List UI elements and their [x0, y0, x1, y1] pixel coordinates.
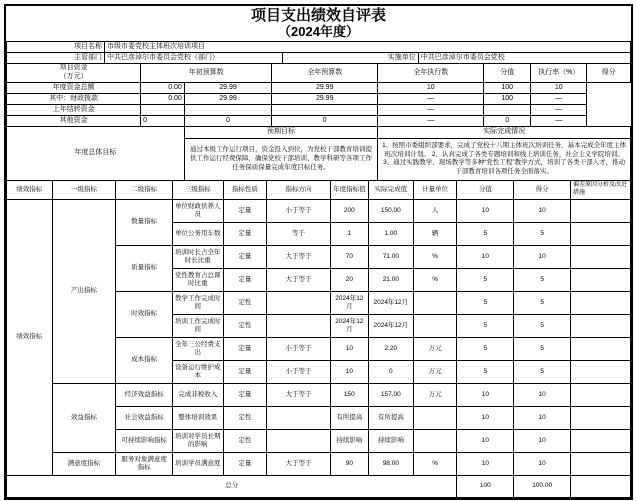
indicator-unit: [413, 429, 457, 452]
indicator-target-value: 10: [330, 337, 368, 360]
funding-row: [7, 104, 631, 115]
level3-indicator: 设备运行维护成本: [172, 360, 223, 383]
indicator-nature: 定量: [223, 199, 267, 222]
indicator-unit: %: [413, 452, 457, 475]
indicators-header-8: 计量单位: [413, 180, 457, 199]
indicator-nature: 定量: [223, 222, 267, 245]
indicator-score: 5: [514, 222, 571, 245]
indicator-score: 5: [514, 268, 571, 291]
indicator-unit: 万元: [413, 360, 457, 383]
indicator-remark: [571, 314, 631, 337]
indicator-unit: %: [413, 245, 457, 268]
expected-goal-header: 预期目标: [184, 126, 377, 138]
funding-row: [7, 93, 631, 104]
indicator-direction: 小于等于: [267, 337, 331, 360]
funding-row-label: 上年结转资金: [7, 104, 141, 115]
funding-row: [7, 82, 631, 93]
level2-indicator: 成本指标: [116, 337, 173, 383]
level2-indicator: 时效指标: [116, 291, 173, 337]
form-year: （2024年度）: [278, 23, 359, 39]
indicator-score: 10: [514, 245, 571, 268]
level3-indicator: 党性教育占总课时比重: [172, 268, 223, 291]
indicator-direction: 小于等于: [267, 199, 331, 222]
indicators-header-11: 偏差原因分析及改进措施: [571, 180, 631, 199]
funding-value: 0: [272, 115, 378, 126]
level3-indicator: 全年三公经费支出: [172, 337, 223, 360]
funding-value: 100: [484, 93, 531, 104]
indicator-direction: 大于等于: [267, 245, 331, 268]
indicator-actual-value: 150.00: [368, 199, 413, 222]
funding-col-annual-budget: 全年预算数: [272, 64, 378, 83]
indicator-actual-value: 2024年12月: [368, 314, 413, 337]
funding-value: 29.99: [184, 93, 271, 104]
indicator-direction: 等于: [267, 222, 331, 245]
indicator-nature: 定性: [223, 406, 267, 429]
level1-indicator: 产出指标: [52, 199, 116, 383]
indicators-header-1: 一级指标: [52, 180, 116, 199]
indicator-points: 10: [457, 245, 514, 268]
indicator-nature: 定量: [223, 268, 267, 291]
form-header: [6, 6, 631, 42]
dept-value: 中共巴彦淖尔市委员会党校（部门）: [104, 53, 282, 64]
level3-indicator: 教学工作完成时间: [172, 291, 223, 314]
funding-value: [141, 104, 185, 115]
indicator-direction: [267, 291, 331, 314]
indicator-actual-value: 0: [368, 360, 413, 383]
indicator-actual-value: 21.00: [368, 268, 413, 291]
project-name-row: [7, 42, 631, 53]
indicator-nature: 定性: [223, 314, 267, 337]
indicator-nature: 定量: [223, 337, 267, 360]
form-title: 项目支出绩效自评表: [250, 7, 386, 24]
funding-value: —: [378, 115, 484, 126]
indicator-remark: [571, 406, 631, 429]
indicator-points: 5: [457, 222, 514, 245]
level2-indicator: 服务对象满意度指标: [116, 452, 173, 475]
indicator-row: [7, 383, 631, 406]
indicator-section-label: 绩效指标: [7, 199, 53, 475]
indicator-remark: [571, 199, 631, 222]
indicator-unit: [413, 406, 457, 429]
indicator-remark: [571, 268, 631, 291]
indicator-target-value: 150: [330, 383, 368, 406]
indicator-row: [7, 199, 631, 222]
funding-value: 10: [531, 82, 587, 93]
indicator-actual-value: 有所提高: [368, 406, 413, 429]
indicator-nature: 定性: [223, 291, 267, 314]
indicator-unit: 人: [413, 199, 457, 222]
indicators-header-4: 指标性质: [223, 180, 267, 199]
indicator-remark: [571, 360, 631, 383]
indicator-target-value: 70: [330, 245, 368, 268]
indicator-remark: [571, 452, 631, 475]
goals-header-row: [7, 126, 631, 138]
indicator-actual-value: 98.00: [368, 452, 413, 475]
indicator-points: 10: [457, 199, 514, 222]
indicator-unit: [413, 314, 457, 337]
level2-indicator: 社会效益指标: [116, 406, 173, 429]
funding-value: [484, 104, 531, 115]
funding-value: [184, 104, 271, 115]
funding-value: —: [378, 104, 484, 115]
annual-goals-table: [6, 126, 631, 181]
indicator-unit: 万元: [413, 383, 457, 406]
indicator-target-value: 2024年12月: [330, 291, 368, 314]
level2-indicator: 可持续影响指标: [116, 429, 173, 452]
total-score: 100.00: [514, 475, 571, 497]
indicator-nature: 定性: [223, 429, 267, 452]
indicator-unit: %: [413, 268, 457, 291]
level3-indicator: 整体培训效果: [172, 406, 223, 429]
indicator-remark: [571, 222, 631, 245]
funding-col-points: 分值: [484, 64, 531, 83]
indicator-row: [7, 452, 631, 475]
indicator-remark: [571, 245, 631, 268]
indicator-actual-value: 157.00: [368, 383, 413, 406]
indicators-header-0: 绩效指标: [7, 180, 53, 199]
indicator-direction: [267, 314, 331, 337]
funding-label-line2: （万元）: [59, 73, 88, 81]
funding-col-annual-execution: 全年执行数: [378, 64, 484, 83]
indicators-header-3: 三级指标: [172, 180, 223, 199]
indicator-target-value: 90: [330, 452, 368, 475]
indicator-points: 10: [457, 406, 514, 429]
indicator-actual-value: 1.00: [368, 222, 413, 245]
funding-value: 0.00: [141, 93, 185, 104]
project-name-label: 项目名称: [7, 42, 105, 53]
indicators-header-2: 二级指标: [116, 180, 173, 199]
level2-indicator: 质量指标: [116, 245, 173, 291]
level2-indicator: 经济效益指标: [116, 383, 173, 406]
funding-value: 29.99: [272, 82, 378, 93]
total-score-row: [7, 475, 631, 497]
indicator-actual-value: 持续影响: [368, 429, 413, 452]
indicator-score: 10: [514, 429, 571, 452]
indicator-unit: 万元: [413, 337, 457, 360]
project-info-table: [6, 41, 631, 64]
indicator-points: 5: [457, 268, 514, 291]
indicators-header-6: 年度指标值: [330, 180, 368, 199]
indicator-target-value: 有所提高: [330, 406, 368, 429]
indicator-direction: 小于等于: [267, 360, 331, 383]
indicator-points: 5: [457, 360, 514, 383]
performance-indicators-table: [6, 180, 631, 498]
indicator-points: 5: [457, 314, 514, 337]
indicator-points: 10: [457, 452, 514, 475]
funding-label-line1: 项目资金: [59, 64, 88, 72]
indicator-score: 10: [514, 383, 571, 406]
indicator-score: 5: [514, 314, 571, 337]
indicator-target-value: 200: [330, 199, 368, 222]
funding-value: 100: [484, 82, 531, 93]
total-points: 100: [457, 475, 514, 497]
indicator-remark: [571, 383, 631, 406]
indicator-target-value: 10: [330, 360, 368, 383]
total-label: 总分: [7, 475, 457, 497]
indicator-direction: [267, 429, 331, 452]
funding-col-execution-rate: 执行率（%）: [531, 64, 587, 83]
indicators-header-9: 分值: [457, 180, 514, 199]
indicator-actual-value: 2024年12月: [368, 291, 413, 314]
level3-indicator: 完成非税收入: [172, 383, 223, 406]
funding-row-label: 其他资金: [7, 115, 141, 126]
indicator-points: 5: [457, 291, 514, 314]
indicator-score: 10: [514, 199, 571, 222]
funding-value: [272, 104, 378, 115]
indicator-remark: [571, 337, 631, 360]
funding-value: —: [531, 115, 587, 126]
indicator-unit: [413, 291, 457, 314]
level3-indicator: 培训工作完成时间: [172, 314, 223, 337]
indicator-target-value: 1: [330, 222, 368, 245]
level1-indicator: 满意度指标: [52, 452, 116, 475]
project-name-value: 市级市委党校主体班次培训项目: [104, 42, 630, 53]
indicators-header-5: 指标方向: [267, 180, 331, 199]
indicator-actual-value: 71.00: [368, 245, 413, 268]
project-funding-table: [6, 63, 631, 127]
indicators-header-10: 得分: [514, 180, 571, 199]
indicator-nature: 定量: [223, 245, 267, 268]
indicator-actual-value: 2.20: [368, 337, 413, 360]
indicator-remark: [571, 429, 631, 452]
indicator-target-value: 持续影响: [330, 429, 368, 452]
indicator-score: 10: [514, 406, 571, 429]
total-remark: [571, 475, 631, 497]
level1-indicator: 效益指标: [52, 383, 116, 452]
funding-section-label: [7, 64, 141, 83]
funding-header-row: [7, 64, 631, 83]
indicators-header-7: 实际完成值: [368, 180, 413, 199]
funding-value: 10: [378, 82, 484, 93]
funding-value: —: [531, 93, 587, 104]
indicator-score: 10: [514, 452, 571, 475]
expected-goal-text: 通过本级工作运行项目，资金投入到位，为党校干部教育培训提供工作运行经费保障，确保党校干部培训、教学科研等各项工作任务保质保量完成年度目标任务。: [184, 138, 377, 180]
indicator-score: 5: [514, 337, 571, 360]
indicator-unit: 辆: [413, 222, 457, 245]
indicator-remark: [571, 291, 631, 314]
indicator-nature: 定量: [223, 383, 267, 406]
goals-section-label: 年度总体目标: [7, 126, 185, 180]
indicator-nature: 定量: [223, 360, 267, 383]
indicator-score: 5: [514, 360, 571, 383]
funding-col-initial-budget: 年初预算数: [141, 64, 272, 83]
indicator-nature: 定量: [223, 452, 267, 475]
level3-indicator: 培训对学员长期的影响: [172, 429, 223, 452]
indicator-target-value: 20: [330, 268, 368, 291]
indicator-direction: 大于等于: [267, 452, 331, 475]
actual-completion-text: 1、按照市委组织部要求，完成了党校十八期主体班次培训任务，基本完成全年度主体班次培训计划。 2、认真完成了各类专题培训和线上培训任务，社会主义学院培训。 3、通过实践教学、现场教学等多种“党性工程”教学方式，培训了各类干部人才，推动干部教育培训各项任务全面落实。: [378, 138, 631, 180]
funding-value: 0: [484, 115, 531, 126]
impl-unit-value: 中共巴彦淖尔市委员会党校: [418, 53, 630, 64]
indicator-direction: 大于等于: [267, 268, 331, 291]
funding-value: —: [378, 93, 484, 104]
dept-label: 主管部门: [7, 53, 105, 64]
funding-value: 0: [141, 115, 185, 126]
indicator-target-value: 2024年12月: [330, 314, 368, 337]
funding-row: [7, 115, 631, 126]
funding-value: 0: [184, 115, 271, 126]
funding-value: 0.00: [141, 82, 185, 93]
level3-indicator: 培训学员满意度: [172, 452, 223, 475]
dept-row: [7, 53, 631, 64]
level3-indicator: 单位财政供养人员: [172, 199, 223, 222]
funding-value: 29.99: [272, 93, 378, 104]
funding-value: 29.99: [184, 82, 271, 93]
funding-value: —: [531, 104, 587, 115]
impl-unit-label: 实施单位: [283, 53, 418, 64]
indicator-points: 10: [457, 383, 514, 406]
indicator-direction: [267, 406, 331, 429]
self-evaluation-form: [4, 4, 633, 500]
funding-col-score: 得分: [587, 64, 631, 83]
funding-row-label: 年度资金总额: [7, 82, 141, 93]
funding-row-label: 其中：财政拨款: [7, 93, 141, 104]
indicators-header-row: [7, 180, 631, 199]
indicator-score: 5: [514, 291, 571, 314]
level2-indicator: 数量指标: [116, 199, 173, 245]
indicator-points: 10: [457, 429, 514, 452]
indicator-direction: 大于等于: [267, 383, 331, 406]
indicator-points: 5: [457, 337, 514, 360]
level3-indicator: 单位公务用车数: [172, 222, 223, 245]
level3-indicator: 培训时长占全年时长比重: [172, 245, 223, 268]
actual-completion-header: 实际完成情况: [378, 126, 631, 138]
